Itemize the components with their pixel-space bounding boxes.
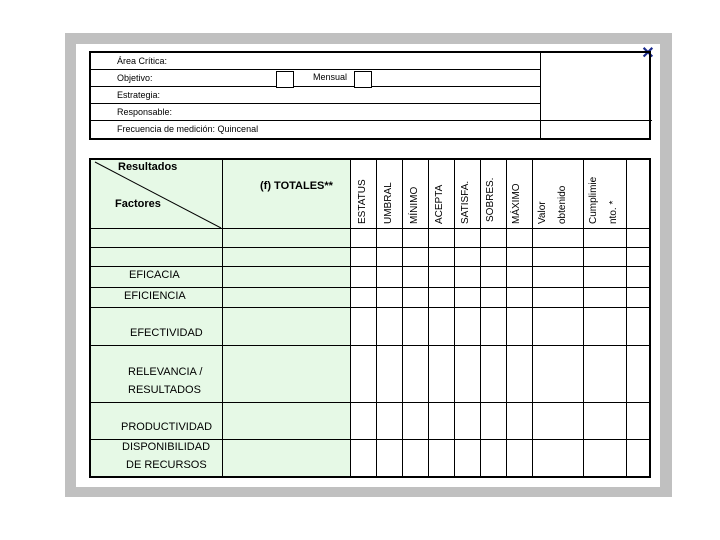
factor-eficiencia: EFICIENCIA	[124, 290, 186, 302]
col-valor-line1: Valor	[537, 201, 548, 224]
factor-relevancia-line2: RESULTADOS	[128, 384, 201, 396]
form-header	[89, 51, 651, 140]
grid-hline	[91, 345, 649, 346]
col-umbral: UMBRAL	[383, 182, 394, 224]
grid-vline	[222, 160, 223, 476]
quincenal-checkbox[interactable]	[276, 71, 294, 88]
grid-vline	[480, 160, 481, 476]
grid-hline	[91, 228, 649, 229]
factor-efectividad: EFECTIVIDAD	[130, 327, 203, 339]
totales-column-bg	[223, 160, 350, 476]
factores-header: Factores	[115, 198, 161, 210]
estrategia-label: Estrategia:	[117, 90, 161, 100]
col-cumplimiento-line1: Cumplimie	[588, 176, 599, 224]
area-critica-field[interactable]	[91, 53, 540, 70]
factor-disponibilidad-line2: DE RECURSOS	[126, 459, 207, 471]
grid-vline	[626, 160, 627, 476]
estrategia-field[interactable]	[91, 87, 540, 104]
factor-relevancia-line1: RELEVANCIA /	[128, 366, 203, 378]
frecuencia-label: Frecuencia de medición: Quincenal	[117, 124, 259, 134]
grid-vline	[506, 160, 507, 476]
col-maximo: MÁXIMO	[511, 183, 522, 224]
grid-vline	[350, 160, 351, 476]
grid-vline	[376, 160, 377, 476]
mensual-checkbox[interactable]	[354, 71, 372, 88]
resultados-header: Resultados	[118, 161, 178, 173]
col-estatus: ESTATUS	[357, 179, 368, 224]
area-critica-label: Área Crítica:	[117, 56, 168, 66]
grid-hline	[91, 307, 649, 308]
objetivo-label: Objetivo:	[117, 73, 153, 83]
grid-vline	[583, 160, 584, 476]
col-cumplimiento-line2: nto. *	[608, 200, 619, 224]
grid-vline	[402, 160, 403, 476]
factor-productividad: PRODUCTIVIDAD	[121, 421, 213, 433]
grid-hline	[91, 402, 649, 403]
col-acepta: ACEPTA	[434, 184, 445, 224]
grid-vline	[454, 160, 455, 476]
col-minimo: MÍNIMO	[409, 186, 420, 224]
grid-hline	[91, 247, 649, 248]
frecuencia-row	[91, 121, 540, 138]
col-satisfa: SATISFA.	[460, 180, 471, 224]
col-valor-line2: obtenido	[557, 185, 568, 224]
col-sobres: SOBRES.	[485, 177, 496, 222]
responsable-field[interactable]	[91, 104, 540, 121]
responsable-label: Responsable:	[117, 107, 173, 117]
factor-disponibilidad-line1: DISPONIBILIDAD	[122, 441, 211, 453]
factor-eficacia: EFICACIA	[129, 269, 180, 281]
close-icon[interactable]: ✕	[641, 45, 655, 62]
indicator-table	[89, 158, 651, 478]
grid-vline	[532, 160, 533, 476]
mensual-label: Mensual	[313, 72, 348, 82]
grid-vline	[428, 160, 429, 476]
totales-header: (f) TOTALES**	[260, 180, 333, 192]
info-side-divider	[541, 120, 652, 121]
info-side-box	[540, 53, 652, 138]
